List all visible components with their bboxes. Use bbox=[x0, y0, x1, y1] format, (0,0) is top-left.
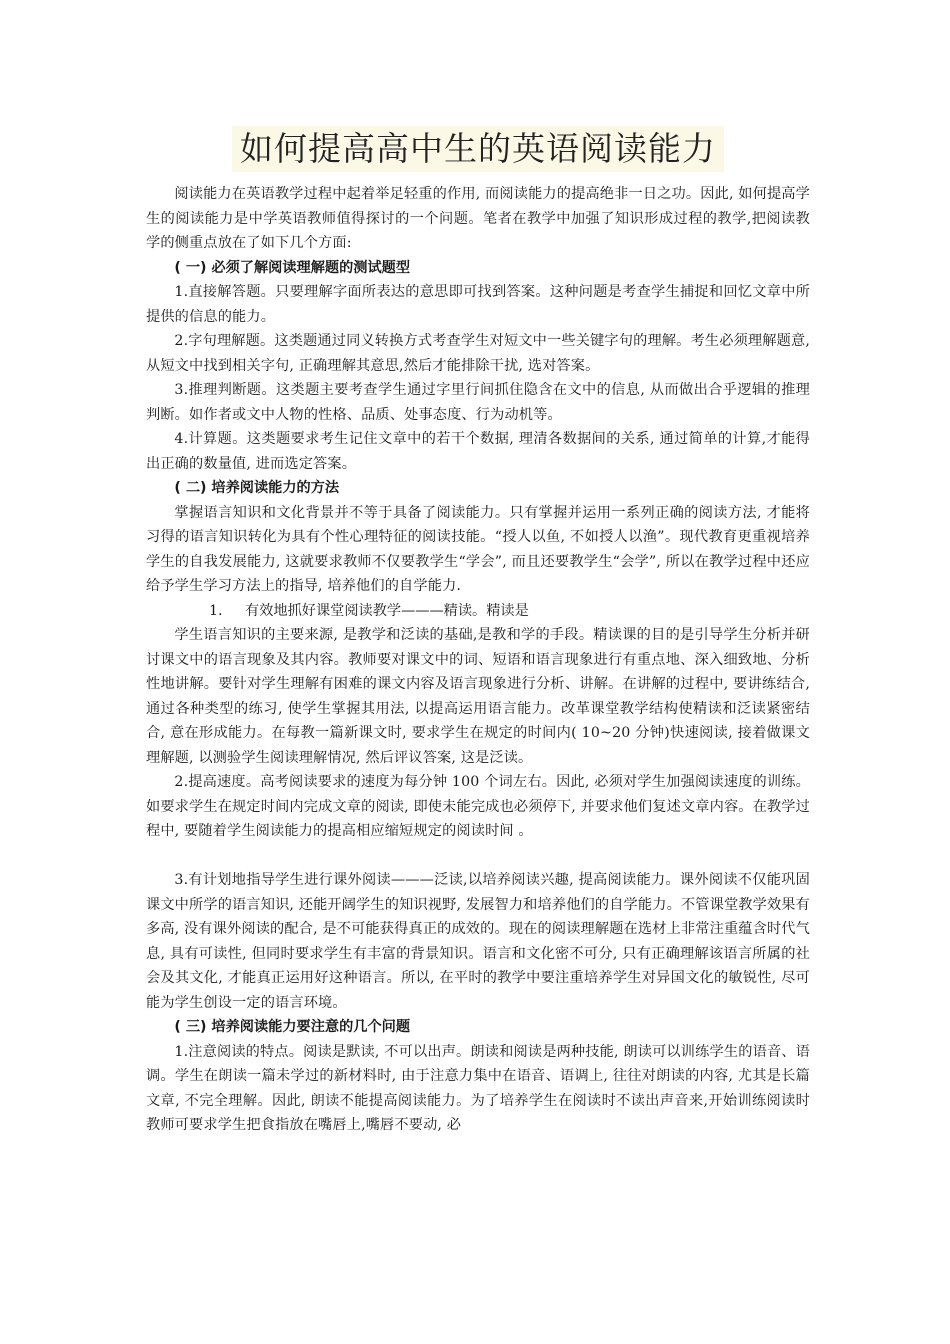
list-text: 有效地抓好课堂阅读教学———精读。精读是 bbox=[245, 602, 529, 619]
paragraph-2-1-body: 学生语言知识的主要来源, 是教学和泛读的基础,是教和学的手段。精读课的目的是引导学生分析并研讨课文中的语言现象及其内容。教师要对课文中的词、短语和语言现象进行有重点地、深入细致地、分析性地讲解。要针对学生理解有困难的课文内容及语言现象进行分析、讲解。在讲解的过程中, 要讲练结合, 通过各种类型的练习, 使学生掌握其用法, 以提高运用语言能力。改革课堂教学结构使精读和泛读紧密结合, 意在形成能力。在每教一篇新课文时, 要求学生在规定的时间内( 10~20 分钟)快速阅读, 接着做课文理解题, 以测验学生阅读理解情况, 然后评议答案, 这是泛读。 bbox=[146, 627, 810, 766]
paragraph-2-2: 2.提高速度。高考阅读要求的速度为每分钟 100 个词左右。因此, 必须对学生加强阅读速度的训练。如要求学生在规定时间内完成文章的阅读, 即使未能完成也必须停下, 并要求他们复述文章内容。在教学过程中, 要随着学生阅读能力的提高相应缩短规定的阅读时间 。 bbox=[146, 774, 810, 839]
blank-line bbox=[146, 844, 810, 869]
paragraph-3-1: 1.注意阅读的特点。阅读是默读, 不可以出声。朗读和阅读是两种技能, 朗读可以训练学生的语音、语调。学生在朗读一篇未学过的新材料时, 由于注意力集中在语音、语调上, 往往对朗读的内容, 尤其是长篇文章, 不完全理解。因此, 朗读不能提高阅读能力。为了培养学生在阅读时不读出声音来,开始训练阅读时教师可要求学生把食指放在嘴唇上,嘴唇不要动, 必 bbox=[146, 1043, 810, 1133]
page-title: 如何提高高中生的英语阅读能力 bbox=[232, 126, 724, 172]
paragraph-1-4: 4.计算题。这类题要求考生记住文章中的若干个数据, 理清各数据间的关系, 通过简单的计算,才能得出正确的数量值, 进而选定答案。 bbox=[146, 431, 810, 472]
document-page bbox=[146, 118, 810, 1138]
list-item-2-1 bbox=[146, 599, 810, 624]
list-number: 1. bbox=[209, 602, 223, 619]
section-heading-2: ( 二) 培养阅读能力的方法 bbox=[174, 480, 340, 496]
paragraph-2-intro: 掌握语言知识和文化背景并不等于具备了阅读能力。只有掌握并运用一系列正确的阅读方法, 才能将习得的语言知识转化为具有个性心理特征的阅读技能。“授人以鱼, 不如授人以渔”。现代教育更重视培养学生的自我发展能力, 这就要求教师不仅要教学生“学会”, 而且还要教学生“会学”, 所以在教学过程中还应给予学生学习方法上的指导, 培养他们的自学能力. bbox=[146, 504, 810, 594]
section-heading-1: ( 一) 必须了解阅读理解题的测试题型 bbox=[174, 259, 411, 276]
paragraph-2-3: 3.有计划地指导学生进行课外阅读———泛读,以培养阅读兴趣, 提高阅读能力。课外阅读不仅能巩固课文中所学的语言知识, 还能开阔学生的知识视野, 发展智力和培养他们的自学能力。不管课堂教学效果有多高, 没有课外阅读的配合, 是不可能获得真正的成效的。现在的阅读理解题在选材上非常注重蕴含时代气息, 具有可读性, 但同时要求学生有丰富的背景知识。语言和文化密不可分, 只有正确理解该语言所属的社会及其文化, 才能真正运用好这种语言。所以, 在平时的教学中要注重培养学生对异国文化的敏锐性, 尽可能为学生创设一定的语言环境。 bbox=[146, 872, 810, 1011]
paragraph-1-2: 2.字句理解题。这类题通过同义转换方式考查学生对短文中一些关键字句的理解。考生必须理解题意, 从短文中找到相关字句, 正确理解其意思,然后才能排除干扰, 选对答案。 bbox=[146, 333, 810, 374]
paragraph-1-1: 1.直接解答题。只要理解字面所表达的意思即可找到答案。这种问题是考查学生捕捉和回忆文章中所提供的信息的能力。 bbox=[146, 284, 810, 325]
paragraph-1-3: 3.推理判断题。这类题主要考查学生通过字里行间抓住隐含在文中的信息, 从而做出合乎逻辑的推理判断。如作者或文中人物的性格、品质、处事态度、行为动机等。 bbox=[146, 382, 810, 423]
section-heading-3: ( 三) 培养阅读能力要注意的几个问题 bbox=[174, 1019, 411, 1035]
intro-paragraph: 阅读能力在英语教学过程中起着举足轻重的作用, 而阅读能力的提高绝非一日之功。因此, 如何提高学生的阅读能力是中学英语教师值得探讨的一个问题。笔者在教学中加强了知识形成过程的教学,把阅读教学的侧重点放在了如下几个方面: bbox=[146, 186, 810, 251]
